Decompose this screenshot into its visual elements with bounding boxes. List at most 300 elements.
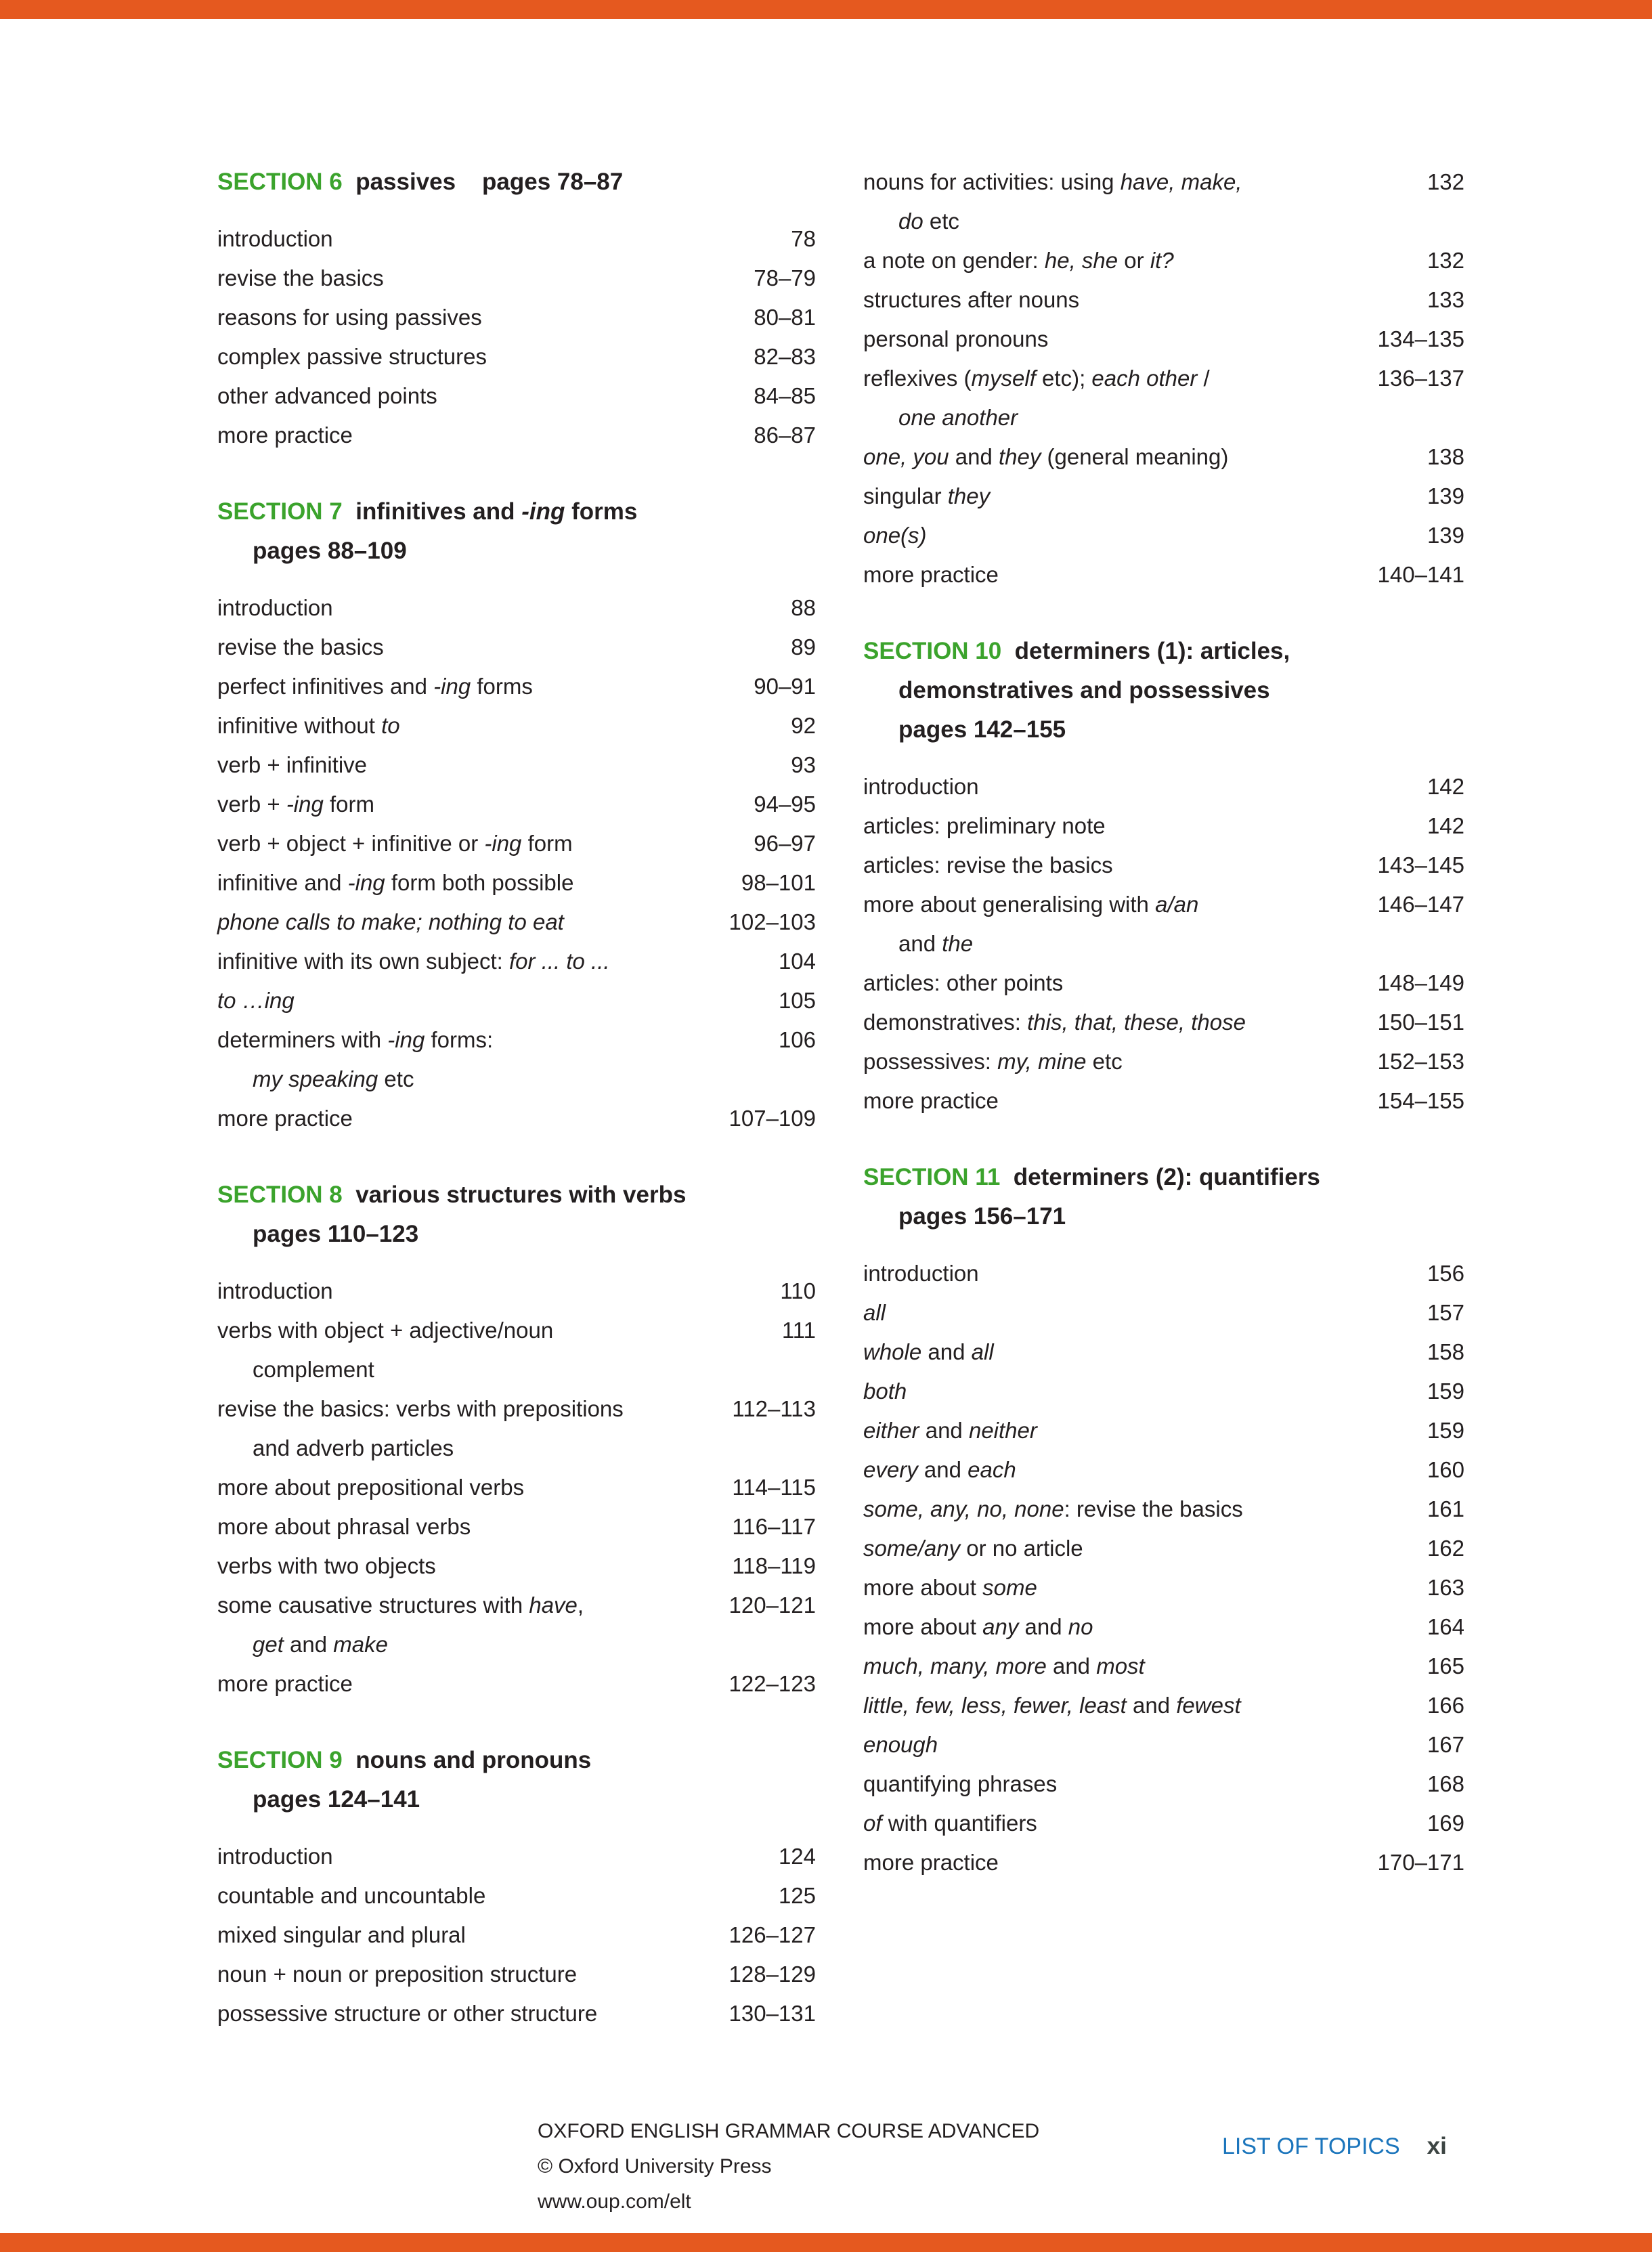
toc-entry [863,1529,1464,1568]
entry-page-number: 152–153 [1377,1049,1464,1074]
text-segment: some causative structures with [217,1593,529,1618]
text-segment: more about [863,1614,983,1639]
text-segment: complex passive structures [217,344,487,369]
entry-page-number: 132 [1427,248,1464,273]
footer-page-number: xi [1427,2133,1447,2159]
entry-text [217,942,610,981]
entry-page-number: 116–117 [732,1514,816,1539]
text-segment-italic: either [863,1418,919,1443]
footer-section-label: LIST OF TOPICS [1222,2134,1400,2159]
entry-page-number: 78 [791,226,816,251]
text-segment: demonstratives and possessives [898,677,1270,703]
text-segment: more practice [863,1088,999,1113]
text-segment-italic: the [942,931,974,956]
entry-text [217,785,374,824]
text-segment: etc [1086,1049,1123,1074]
entry-text [863,1529,1083,1568]
text-segment-italic: little, few, less, fewer, least [863,1693,1127,1718]
text-segment-italic: one, you [863,444,949,469]
section-number: SECTION 11 [863,1164,1001,1190]
section-header-line [863,710,1464,750]
entry-text [217,219,333,259]
section-header-line [217,163,816,202]
entry-text [217,863,573,903]
text-segment: possessive structure or other structure [217,2001,598,2026]
entry-page-number: 122–123 [729,1671,816,1696]
entry-page-number: 90–91 [754,674,816,699]
text-segment: forms: [425,1027,494,1052]
entry-page-number: 89 [791,634,816,659]
section-header [863,1158,1464,1236]
text-segment: revise the basics [217,634,384,659]
entry-page-number: 140–141 [1377,562,1464,587]
text-segment-italic: do [898,209,923,234]
toc-entry [217,628,816,667]
text-segment-italic: have, make, [1120,169,1242,194]
entry-text [217,1350,374,1389]
entry-text [217,1876,485,1915]
footer-website: www.oup.com/elt [538,2190,691,2213]
entry-text [217,1468,524,1507]
footer-publisher-block [538,2114,1039,2219]
toc-column-right [863,163,1464,1882]
toc-entry-continuation [217,1060,816,1099]
text-segment: more practice [863,562,999,587]
entry-page-number: 138 [1427,444,1464,469]
text-segment-italic: -ing [286,792,324,817]
entry-page-number: 125 [778,1883,816,1908]
text-segment-italic: my speaking [253,1066,378,1091]
entry-text [217,1272,333,1311]
entry-page-number: 170–171 [1377,1850,1464,1875]
toc-entry [863,280,1464,320]
toc-entry [863,846,1464,885]
section-number: SECTION 9 [217,1747,343,1773]
text-segment: possessives: [863,1049,998,1074]
text-segment: revise the basics [217,265,384,290]
toc-entry [863,1568,1464,1607]
text-segment: infinitives and [342,498,522,525]
entry-page-number: 142 [1427,813,1464,838]
toc-entry [217,903,816,942]
text-segment: forms [565,498,638,525]
text-segment-italic: every [863,1457,918,1482]
text-segment-italic: neither [968,1418,1037,1443]
section-header-line [863,1197,1464,1236]
entry-page-number: 114–115 [732,1475,816,1500]
entry-text [217,337,487,376]
entry-page-number: 157 [1427,1300,1464,1325]
toc-entry-continuation [217,1350,816,1389]
section-header-line [863,671,1464,710]
text-segment: more about prepositional verbs [217,1475,525,1500]
entry-page-number: 104 [778,949,816,974]
entry-page-number: 126–127 [729,1922,816,1947]
text-segment: introduction [217,226,333,251]
entry-page-number: 163 [1427,1575,1464,1600]
text-segment-italic: -ing [433,674,471,699]
text-segment: verbs with object + adjective/noun [217,1318,554,1343]
entry-page-number: 134–135 [1377,326,1464,351]
footer-book-title: OXFORD ENGLISH GRAMMAR COURSE ADVANCED [538,2120,1040,2142]
text-segment: nouns for activities: using [863,169,1121,194]
entry-page-number: 93 [791,752,816,777]
toc-entry [217,298,816,337]
entry-text [217,1060,414,1099]
entry-text [863,1003,1246,1042]
entry-text [217,1994,597,2033]
section-header-line [217,1780,816,1819]
text-segment-italic: it? [1150,248,1174,273]
entry-page-number: 133 [1427,287,1464,312]
text-segment: more practice [217,1106,353,1131]
entry-page-number: 166 [1427,1693,1464,1718]
text-segment: (general meaning) [1041,444,1229,469]
entry-page-number: 168 [1427,1771,1464,1796]
text-segment: determiners (2): quantifiers [1000,1164,1320,1190]
text-segment: and [919,1418,969,1443]
entry-page-number: 110 [780,1278,816,1303]
entry-page-number: 167 [1427,1732,1464,1757]
text-segment-italic: enough [863,1732,938,1757]
toc-entry [863,359,1464,398]
toc-entry [217,376,816,416]
text-segment-italic: they [947,483,991,508]
text-segment: noun + noun or preposition structure [217,1962,578,1987]
text-segment: and [1126,1693,1177,1718]
entry-text [863,1333,994,1372]
entry-text [863,1843,999,1882]
toc-entry [217,219,816,259]
entry-text [217,259,384,298]
text-segment: pages 110–123 [253,1221,419,1247]
toc-entry [863,477,1464,516]
text-segment: more practice [217,1671,353,1696]
entry-page-number: 128–129 [729,1962,816,1987]
entry-text [863,963,1063,1003]
entry-page-number: 139 [1427,523,1464,548]
entry-page-number: 160 [1427,1457,1464,1482]
text-segment-italic: some/any [863,1536,961,1561]
toc-entry [863,1450,1464,1490]
entry-page-number: 94–95 [754,792,816,817]
toc-entry-continuation [863,924,1464,963]
text-segment: pages 156–171 [898,1203,1066,1230]
text-segment: infinitive without [217,713,382,738]
section-header-line [217,1215,816,1254]
section-header-line [863,1158,1464,1197]
text-segment-italic: phone calls to make; nothing to eat [217,909,564,934]
text-segment: , [577,1593,584,1618]
text-segment-italic: any [982,1614,1019,1639]
text-segment-italic: -ing [521,498,565,525]
text-segment: form both possible [385,870,574,895]
text-segment-italic: myself [971,366,1036,391]
text-segment: quantifying phrases [863,1771,1058,1796]
text-segment: verb + [217,792,286,817]
text-segment: verbs with two objects [217,1553,436,1578]
toc-entry [863,1490,1464,1529]
text-segment: verb + object + infinitive or [217,831,485,856]
entry-text [217,903,564,942]
text-segment: articles: preliminary note [863,813,1106,838]
text-segment: nouns and pronouns [342,1747,592,1773]
text-segment-italic: they [999,444,1041,469]
entry-page-number: 159 [1427,1379,1464,1404]
toc-entry [863,963,1464,1003]
text-segment: personal pronouns [863,326,1049,351]
entry-text [863,846,1113,885]
toc-entry [863,1725,1464,1764]
section-header-line [217,1175,816,1215]
toc-entry [217,1837,816,1876]
entry-page-number: 148–149 [1377,970,1464,995]
entry-text [863,516,927,555]
entry-page-number: 161 [1427,1496,1464,1521]
text-segment: introduction [217,595,333,620]
text-segment-italic: each [968,1457,1016,1482]
text-segment: / [1197,366,1210,391]
entry-text [863,1372,907,1411]
entry-page-number: 112–113 [732,1396,816,1421]
entry-text [863,359,1210,398]
text-segment: perfect infinitives and [217,674,434,699]
toc-entry [863,516,1464,555]
text-segment-italic: most [1096,1653,1145,1679]
entry-page-number: 96–97 [754,831,816,856]
toc-entry [217,1955,816,1994]
entry-page-number: 150–151 [1377,1010,1464,1035]
text-segment: and adverb particles [253,1435,454,1460]
toc-entry [217,863,816,903]
entry-text [217,1837,333,1876]
section-header [217,1175,816,1254]
toc-entry [217,706,816,745]
entry-text [863,398,1018,437]
text-segment-italic: -ing [387,1027,425,1052]
text-segment-italic: of [863,1811,882,1836]
text-segment-italic: one(s) [863,523,927,548]
text-segment-italic: for ... to ... [509,949,610,974]
entry-page-number: 124 [778,1844,816,1869]
text-segment: : revise the basics [1064,1496,1243,1521]
toc-entry [217,981,816,1020]
section-header [217,1741,816,1819]
text-segment-italic: all [971,1339,994,1364]
text-segment-italic: no [1068,1614,1093,1639]
entry-page-number: 156 [1427,1261,1464,1286]
text-segment-italic: this, that, these, those [1027,1010,1246,1035]
section-header [217,163,816,202]
entry-text [863,924,973,963]
toc-entry [217,667,816,706]
toc-entry [217,785,816,824]
entry-text [863,1254,979,1293]
text-segment-italic: a/an [1155,892,1199,917]
text-segment: passives pages 78–87 [342,169,624,195]
entry-page-number: 158 [1427,1339,1464,1364]
text-segment: etc); [1035,366,1092,391]
text-segment-italic: all [863,1300,886,1325]
entry-text [863,163,1242,202]
text-segment-italic: whole [863,1339,922,1364]
entry-text [217,298,482,337]
text-segment: articles: other points [863,970,1064,995]
section-header-line [217,1741,816,1780]
entry-text [863,320,1048,359]
text-segment-italic: much, many, more [863,1653,1047,1679]
toc-entry [217,1586,816,1625]
toc-entry-continuation [863,398,1464,437]
toc-entry [217,1311,816,1350]
text-segment: or no article [960,1536,1083,1561]
text-segment: introduction [217,1278,333,1303]
text-segment-italic: make [333,1632,388,1657]
entry-page-number: 80–81 [754,305,816,330]
entry-text [217,981,295,1020]
entry-page-number: 120–121 [729,1593,816,1618]
toc-entry [863,437,1464,477]
entry-page-number: 98–101 [741,870,816,895]
toc-entry [863,241,1464,280]
entry-text [863,1686,1241,1725]
text-segment: determiners with [217,1027,388,1052]
text-segment-italic: -ing [484,831,522,856]
text-segment-italic: -ing [347,870,385,895]
text-segment: infinitive with its own subject: [217,949,510,974]
text-segment: pages 88–109 [253,538,407,564]
entry-page-number: 130–131 [729,2001,816,2026]
text-segment: more practice [217,423,353,448]
entry-text [217,1955,577,1994]
section-number: SECTION 6 [217,169,343,195]
toc-entry [863,1804,1464,1843]
toc-entry [863,1003,1464,1042]
entry-text [217,1625,388,1664]
text-segment: reasons for using passives [217,305,482,330]
toc-entry [863,1293,1464,1333]
entry-page-number: 118–119 [732,1553,816,1578]
toc-entry [217,588,816,628]
toc-entry [863,1333,1464,1372]
text-segment: more practice [863,1850,999,1875]
toc-entry [863,163,1464,202]
text-segment: complement [253,1357,374,1382]
text-segment: singular [863,483,948,508]
text-segment-italic: one another [898,405,1018,430]
text-segment-italic: fewest [1176,1693,1241,1718]
entry-text [217,1586,584,1625]
text-segment: forms [471,674,533,699]
toc-entry [863,806,1464,846]
entry-page-number: 154–155 [1377,1088,1464,1113]
text-segment: pages 124–141 [253,1786,420,1813]
entry-text [217,667,533,706]
text-segment: form [323,792,375,817]
toc-column-left [217,163,816,2033]
bottom-accent-bar [0,2233,1652,2252]
text-segment: verb + infinitive [217,752,368,777]
entry-text [863,202,959,241]
entry-text [863,241,1174,280]
entry-text [217,1546,436,1586]
entry-page-number: 139 [1427,483,1464,508]
toc-entry [217,745,816,785]
entry-text [863,1568,1037,1607]
entry-text [863,1081,999,1121]
entry-text [217,1311,553,1350]
text-segment: introduction [863,774,979,799]
entry-text [217,1664,353,1704]
text-segment-italic: both [863,1379,907,1404]
text-segment: more about [863,1575,983,1600]
entry-text [217,1020,493,1060]
entry-page-number: 111 [781,1318,816,1343]
entry-text [863,1804,1037,1843]
toc-entry [217,942,816,981]
text-segment: pages 142–155 [898,716,1066,743]
text-segment: introduction [863,1261,979,1286]
text-segment: a note on gender: [863,248,1045,273]
entry-text [863,767,979,806]
text-segment: and [921,1339,972,1364]
text-segment: various structures with verbs [342,1182,687,1208]
text-segment: or [1118,248,1150,273]
entry-text [217,824,573,863]
entry-text [863,806,1106,846]
text-segment: with quantifiers [882,1811,1037,1836]
text-segment: other advanced points [217,383,437,408]
entry-text [863,1042,1123,1081]
entry-page-number: 102–103 [729,909,816,934]
entry-text [217,745,367,785]
toc-entry [217,824,816,863]
toc-entry [217,1389,816,1429]
entry-page-number: 165 [1427,1653,1464,1679]
entry-page-number: 159 [1427,1418,1464,1443]
entry-text [217,628,384,667]
text-segment: more about generalising with [863,892,1156,917]
footer-page-block [1222,2133,1447,2160]
toc-entry [863,1607,1464,1647]
entry-page-number: 142 [1427,774,1464,799]
toc-entry [217,337,816,376]
toc-entry [217,259,816,298]
entry-page-number: 78–79 [754,265,816,290]
entry-page-number: 136–137 [1377,366,1464,391]
entry-text [863,885,1198,924]
text-segment: demonstratives: [863,1010,1028,1035]
toc-entry [863,885,1464,924]
section-number: SECTION 10 [863,638,1002,664]
text-segment: reflexives ( [863,366,972,391]
toc-entry [863,1647,1464,1686]
entry-text [217,706,400,745]
text-segment: articles: revise the basics [863,852,1113,878]
toc-entry [217,416,816,455]
text-segment-italic: each other [1091,366,1198,391]
entry-page-number: 107–109 [729,1106,816,1131]
toc-entry [863,1843,1464,1882]
entry-text [217,416,353,455]
entry-text [863,1411,1037,1450]
entry-page-number: 105 [778,988,816,1013]
section-header [863,632,1464,750]
toc-entry [217,1272,816,1311]
toc-entry [217,1507,816,1546]
text-segment: and [283,1632,334,1657]
section-header-line [217,532,816,571]
